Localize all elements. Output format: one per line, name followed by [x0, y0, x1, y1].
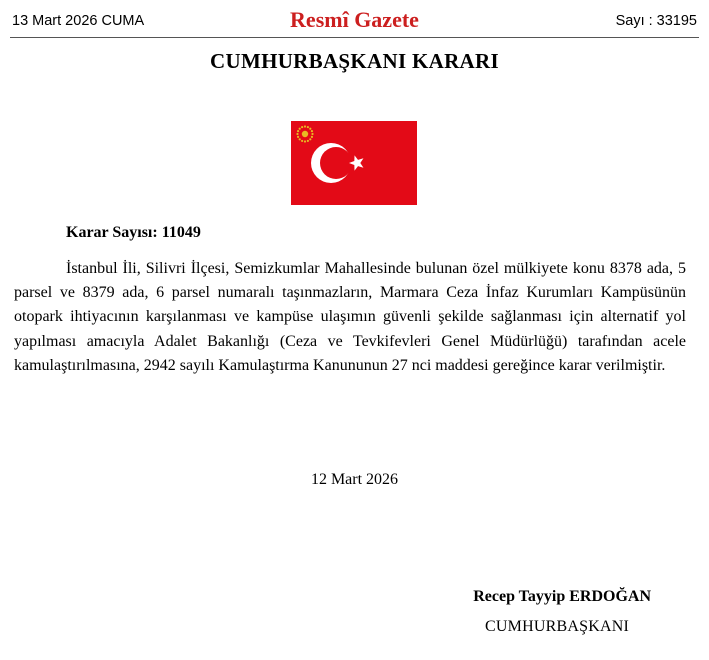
document-title: CUMHURBAŞKANI KARARI — [210, 49, 499, 73]
seal-star — [309, 128, 311, 130]
signer-name: Recep Tayyip ERDOĞAN — [473, 588, 651, 605]
seal-star — [304, 125, 306, 127]
decision-date: 12 Mart 2026 — [310, 471, 399, 488]
seal-star — [304, 140, 306, 142]
seal-star — [307, 126, 309, 128]
seal-star — [307, 140, 309, 142]
seal-star — [301, 126, 303, 128]
gazette-name: Resmî Gazete — [290, 7, 419, 32]
seal-star — [301, 140, 303, 142]
seal-star — [311, 130, 313, 132]
seal-star — [299, 138, 301, 140]
decision-number: Karar Sayısı: 11049 — [66, 224, 201, 241]
seal-star — [296, 133, 298, 135]
header-date: 13 Mart 2026 CUMA — [12, 13, 145, 29]
header-divider — [10, 37, 699, 38]
seal-star — [297, 136, 299, 138]
seal-star — [299, 128, 301, 130]
seal-star — [311, 133, 313, 135]
issue-number: Sayı : 33195 — [615, 13, 697, 29]
seal-star — [309, 138, 311, 140]
seal-star — [311, 136, 313, 138]
crescent-inner — [320, 147, 352, 179]
seal-star — [297, 130, 299, 132]
signer-title: CUMHURBAŞKANI — [485, 618, 629, 635]
decision-body: İstanbul İli, Silivri İlçesi, Semizkumlar Mahallesinde bulunan özel mülkiyete konu 8378 ada, 5 parsel ve 8379 ada, 6 parsel numaralı taşınmazların, Marmara Ceza İnfaz Kurumları Kampüsünün otopark ihtiyacının karşılanması ve kampüse ulaşımın güvenli şekilde sağlanması için alternatif yol yapılması amacıyla Adalet Bakanlığı (Ceza ve Tevkifevleri Genel Müdürlüğü) tarafından acele kamulaştırılmasına, 2942 sayılı Kamulaştırma Kanununun 27 nci maddesi gereğince karar verilmiştir. — [14, 260, 686, 374]
turkish-flag-icon — [291, 121, 417, 205]
